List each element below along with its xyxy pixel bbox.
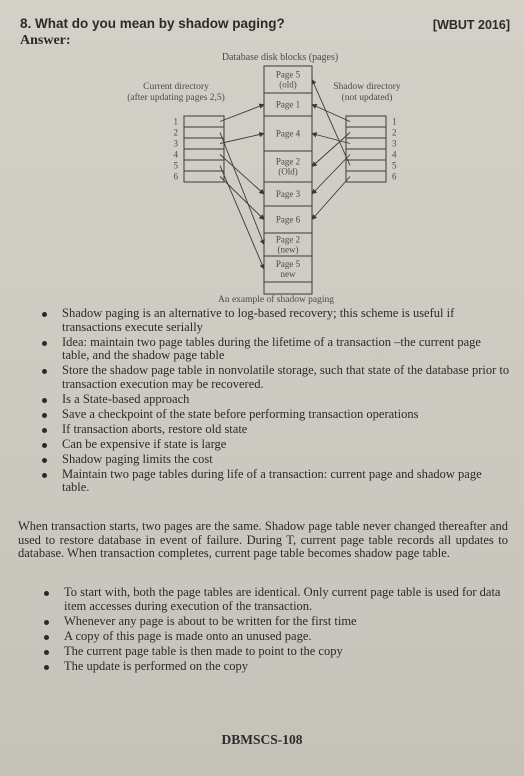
row-number: 6 — [173, 171, 178, 182]
current-page-pointer — [220, 166, 264, 270]
disk-block-label: Page 1 — [275, 99, 301, 110]
row-number: 4 — [173, 149, 178, 160]
current-directory-row — [184, 160, 224, 171]
bullet-item: Maintain two page tables during life of a transaction: current page and shadow page table. — [40, 468, 510, 495]
disk-block-label: Page 6 — [275, 214, 301, 225]
row-number: 2 — [392, 127, 397, 138]
shadow-directory-row — [346, 116, 386, 127]
shadow-page-pointer — [312, 155, 350, 195]
bullet-item: The update is performed on the copy — [42, 660, 510, 674]
diagram-title: Database disk blocks (pages) — [221, 52, 339, 63]
current-page-pointer — [220, 177, 264, 220]
row-number: 5 — [173, 160, 178, 171]
current-page-pointer — [220, 134, 264, 144]
bullet-item: Can be expensive if state is large — [40, 438, 510, 452]
disk-block-label: Page 2 — [275, 234, 301, 245]
row-number: 4 — [392, 149, 397, 160]
disk-block-empty — [264, 282, 312, 294]
exam-source-label: [WBUT 2016] — [432, 18, 510, 32]
shadow-directory-row — [346, 160, 386, 171]
row-number: 6 — [392, 171, 397, 182]
bullet-item: Whenever any page is about to be written for the first time — [42, 615, 510, 629]
row-number: 1 — [173, 116, 178, 127]
bullet-item: Is a State-based approach — [40, 393, 510, 407]
disk-block-label: Page 5 — [275, 69, 301, 80]
current-page-pointer — [220, 105, 264, 122]
current-directory-row — [184, 138, 224, 149]
row-number: 3 — [392, 138, 397, 149]
bullet-item: The current page table is then made to point to the copy — [42, 645, 510, 659]
bullet-item: If transaction aborts, restore old state — [40, 423, 510, 437]
current-directory-row — [184, 149, 224, 160]
shadow-directory-row — [346, 127, 386, 138]
current-directory-label: Current directory — [143, 82, 209, 92]
row-number: 2 — [173, 127, 178, 138]
answer-label: Answer: — [20, 33, 71, 48]
procedure-bullet-list — [42, 586, 510, 675]
row-number: 5 — [392, 160, 397, 171]
shadow-paging-bullet-list — [40, 307, 510, 496]
current-directory-sublabel: (after updating pages 2,5) — [127, 93, 225, 103]
disk-block-label: Page 3 — [275, 189, 301, 199]
bullet-item: To start with, both the page tables are identical. Only current page table is used for data item accesses during execution of the transaction. — [42, 586, 510, 613]
current-directory-row — [184, 171, 224, 182]
bullet-item: Shadow paging is an alternative to log-based recovery; this scheme is useful if transactions execute serially — [40, 307, 510, 334]
current-directory-row — [184, 127, 224, 138]
shadow-directory-row — [346, 138, 386, 149]
shadow-directory-label: Shadow directory — [333, 82, 401, 92]
shadow-page-pointer — [312, 105, 350, 122]
disk-block-label: new — [280, 269, 296, 279]
disk-block-label: (new) — [277, 244, 299, 255]
disk-block-label: Page 4 — [275, 128, 301, 139]
shadow-directory-table — [346, 116, 397, 182]
disk-block-label: (old) — [279, 79, 297, 90]
row-number: 1 — [392, 116, 397, 127]
disk-blocks — [264, 66, 312, 294]
bullet-item: Store the shadow page table in nonvolatile storage, such that state of the database prior to transaction execution may be recovered. — [40, 364, 510, 391]
shadow-page-pointer — [312, 133, 350, 167]
row-number: 3 — [173, 138, 178, 149]
shadow-directory-row — [346, 149, 386, 160]
shadow-page-pointer — [312, 177, 350, 220]
disk-block-label: (Old) — [278, 166, 298, 177]
current-directory-row — [184, 116, 224, 127]
bullet-item: Save a checkpoint of the state before performing transaction operations — [40, 408, 510, 422]
shadow-paging-diagram — [0, 0, 524, 310]
question-heading: 8. What do you mean by shadow paging? — [20, 16, 285, 31]
disk-block-label: Page 2 — [275, 156, 301, 167]
bullet-item: A copy of this page is made onto an unused page. — [42, 630, 510, 644]
page-footer-code: DBMSCS-108 — [221, 732, 303, 747]
current-directory-table — [174, 116, 225, 182]
shadow-directory-row — [346, 171, 386, 182]
disk-block-label: Page 5 — [275, 259, 301, 269]
diagram-caption: An example of shadow paging — [217, 295, 335, 305]
bullet-item: Shadow paging limits the cost — [40, 453, 510, 467]
shadow-page-pointer — [312, 134, 350, 144]
shadow-directory-sublabel: (not updated) — [341, 93, 393, 103]
bullet-item: Idea: maintain two page tables during the lifetime of a transaction –the current page table, and the shadow page table — [40, 336, 510, 363]
transaction-paragraph: When transaction starts, two pages are the same. Shadow page table never changed thereafter and used to restore database in event of failure. During T, current page table records all updates to database. When transaction completes, current page table becomes shadow page table. — [18, 519, 508, 560]
